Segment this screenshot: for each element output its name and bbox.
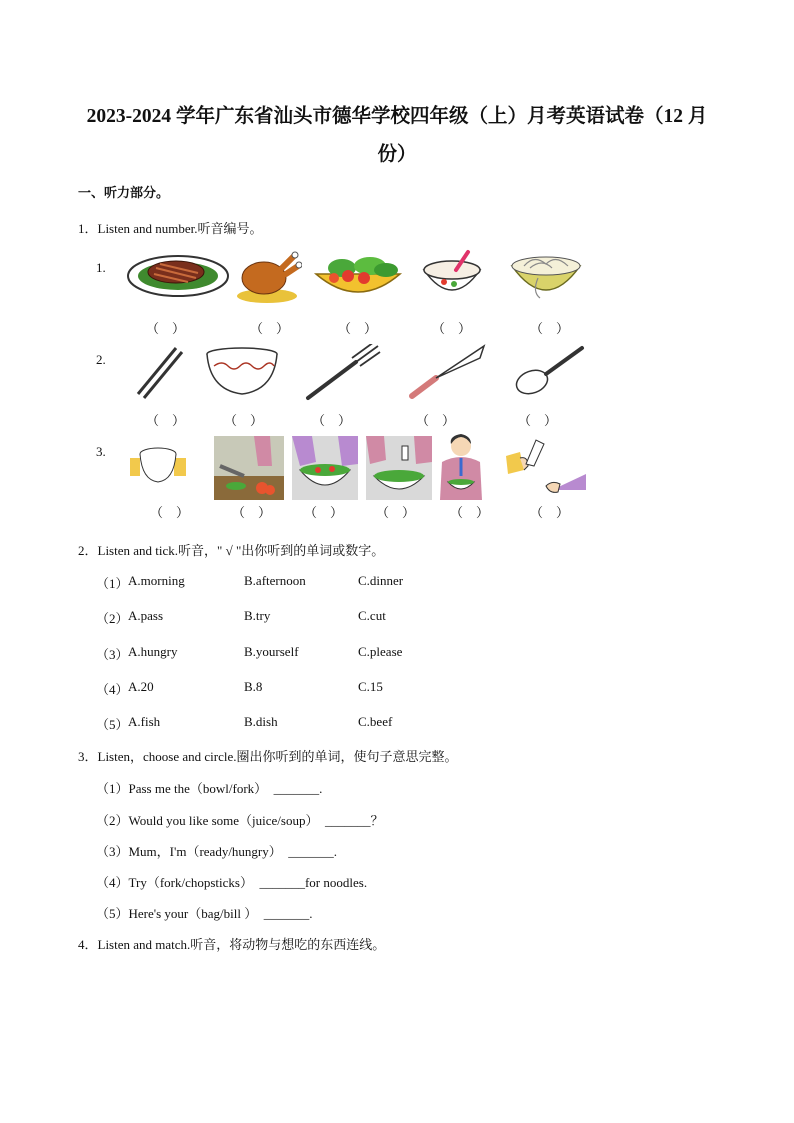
section-heading-listening: 一、听力部分。 (78, 185, 170, 200)
sentence-item[interactable]: （5）Here's your（bag/bill ） _______. (96, 906, 313, 921)
option-b[interactable]: B.afternoon (244, 573, 306, 588)
steak-picture (126, 248, 230, 300)
seasoning-salad-picture (366, 436, 432, 500)
question-1-instruction: 1．Listen and number.听音编号。 (78, 221, 263, 236)
answer-blank[interactable]: （ ） (304, 505, 344, 520)
fork-picture (304, 344, 382, 402)
option-a[interactable]: A.hungry (128, 644, 178, 659)
noodles-picture (508, 248, 584, 304)
option-a[interactable]: A.fish (128, 714, 161, 729)
item-number: （4） (96, 682, 129, 697)
option-a[interactable]: A.morning (128, 573, 185, 588)
answer-blank[interactable]: （ ） (416, 413, 456, 428)
sentence-item[interactable]: （3）Mum，I'm（ready/hungry） _______. (96, 844, 338, 859)
option-c[interactable]: C.15 (358, 679, 383, 694)
row-2-label: 2. (96, 352, 106, 367)
sentence-item[interactable]: （4）Try（fork/chopsticks） _______for noodles. (96, 875, 368, 890)
exam-title-line-2: 份） (377, 144, 417, 165)
answer-blank[interactable]: （ ） (432, 321, 472, 336)
roast-chicken-picture (232, 246, 302, 306)
option-c[interactable]: C.beef (358, 714, 393, 729)
option-b[interactable]: B.yourself (244, 644, 299, 659)
answer-blank[interactable]: （ ） (146, 321, 186, 336)
option-a[interactable]: A.20 (128, 679, 154, 694)
sentence-item[interactable]: （2）Would you like some（juice/soup） _______？ (96, 813, 384, 828)
question-3-instruction: 3．Listen，choose and circle.圈出你听到的单词，使句子意思完整。 (78, 749, 458, 764)
answer-blank[interactable]: （ ） (146, 413, 186, 428)
option-b[interactable]: B.dish (244, 714, 278, 729)
option-c[interactable]: C.dinner (358, 573, 404, 588)
woman-serving-salad-picture (434, 432, 488, 500)
item-number: （2） (96, 611, 129, 626)
bowls-scene-picture (130, 436, 186, 492)
answer-blank[interactable]: （ ） (224, 413, 264, 428)
exam-title-line-1: 2023-2024 学年广东省汕头市德华学校四年级（上）月考英语试卷（12 月 (86, 106, 708, 127)
option-c[interactable]: C.please (358, 644, 403, 659)
row-1-label: 1. (96, 260, 106, 275)
option-c[interactable]: C.cut (358, 608, 386, 623)
answer-blank[interactable]: （ ） (450, 505, 490, 520)
answer-blank[interactable]: （ ） (312, 413, 352, 428)
row-3-label: 3. (96, 444, 106, 459)
answer-blank[interactable]: （ ） (250, 321, 290, 336)
sentence-item[interactable]: （1）Pass me the（bowl/fork） _______. (96, 781, 323, 796)
question-2-instruction: 2．Listen and tick.听音，" √ "出你听到的单词或数字。 (78, 543, 385, 558)
mixing-salad-picture (292, 436, 358, 500)
item-number: （3） (96, 647, 129, 662)
hand-holding-knife-picture (506, 436, 586, 498)
answer-blank[interactable]: （ ） (376, 505, 416, 520)
soup-picture (420, 246, 484, 302)
answer-blank[interactable]: （ ） (530, 321, 570, 336)
option-b[interactable]: B.8 (244, 679, 263, 694)
answer-blank[interactable]: （ ） (518, 413, 558, 428)
item-number: （1） (96, 576, 129, 591)
answer-blank[interactable]: （ ） (530, 505, 570, 520)
cutting-vegetables-picture (214, 436, 284, 500)
answer-blank[interactable]: （ ） (232, 505, 272, 520)
item-number: （5） (96, 717, 129, 732)
answer-blank[interactable]: （ ） (150, 505, 190, 520)
option-a[interactable]: A.pass (128, 608, 164, 623)
bowl-picture (204, 346, 280, 398)
question-4-instruction: 4．Listen and match.听音，将动物与想吃的东西连线。 (78, 937, 386, 952)
answer-blank[interactable]: （ ） (338, 321, 378, 336)
option-b[interactable]: B.try (244, 608, 271, 623)
chopsticks-picture (132, 344, 184, 400)
salad-picture (312, 248, 404, 304)
spoon-picture (512, 344, 586, 398)
knife-picture (406, 344, 488, 400)
